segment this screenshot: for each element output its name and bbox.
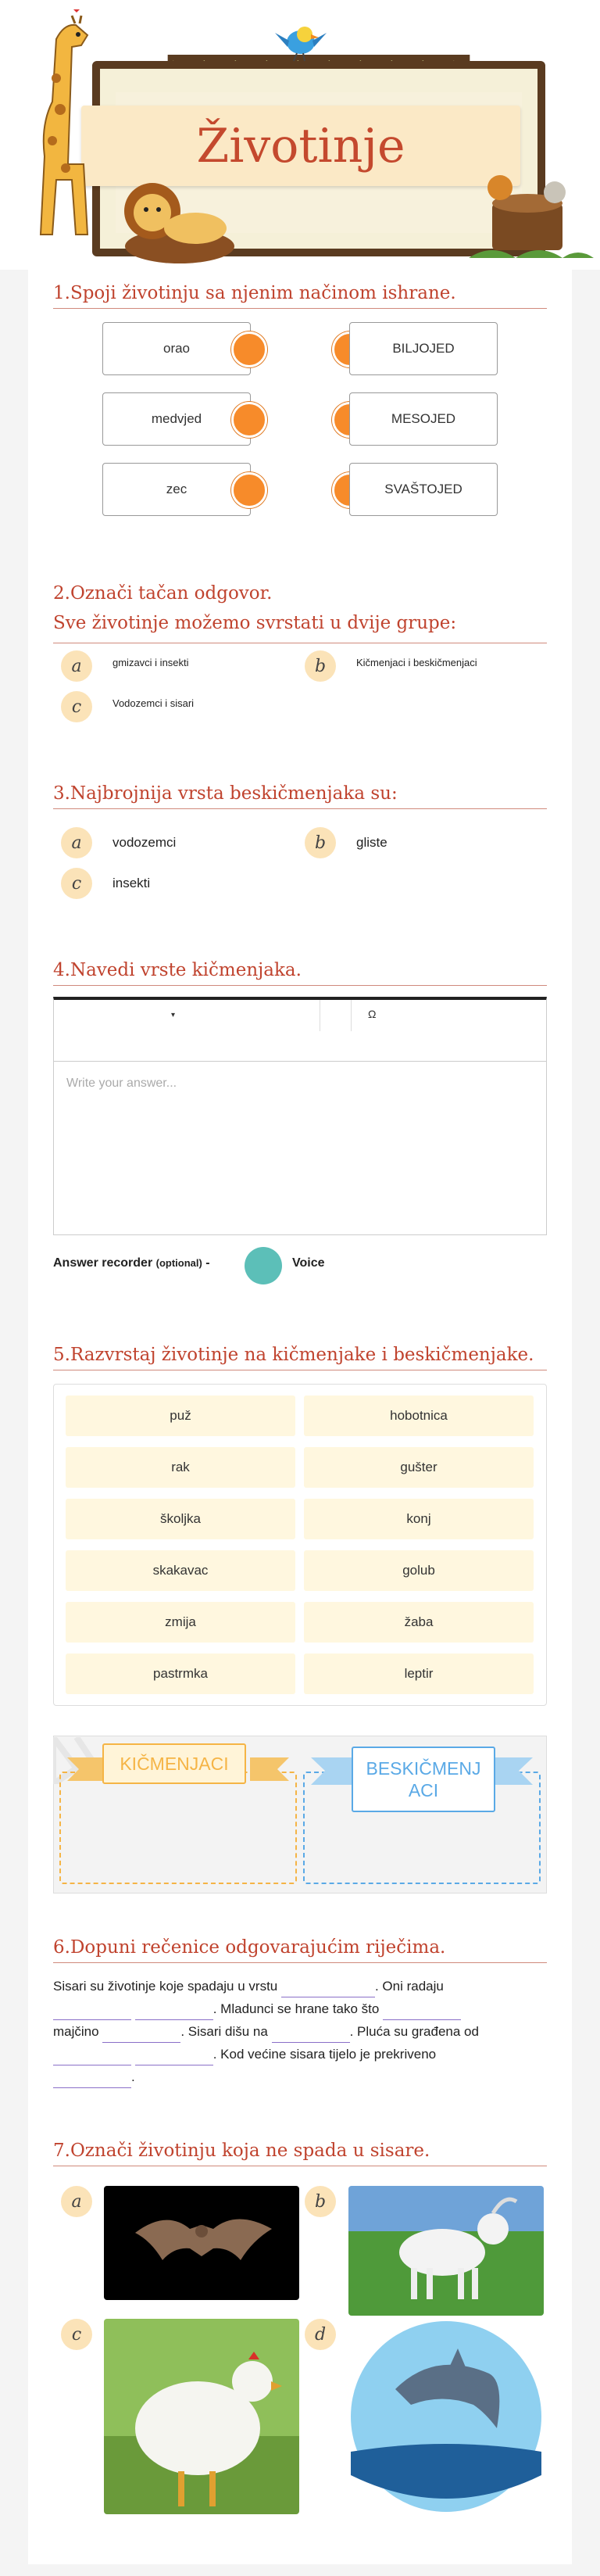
match-dot[interactable] (231, 472, 267, 508)
sort-item[interactable]: konj (304, 1499, 534, 1539)
option-b-text[interactable]: gliste (356, 835, 388, 850)
sort-item[interactable]: leptir (304, 1653, 534, 1694)
match-left-item[interactable]: orao (102, 322, 251, 375)
option-b-badge[interactable]: b (305, 650, 336, 682)
option-b-badge[interactable]: b (305, 827, 336, 858)
bird-illustration (273, 17, 328, 64)
sort-item[interactable]: žaba (304, 1602, 534, 1643)
match-right-item[interactable]: MESOJED (349, 392, 498, 446)
option-c-badge[interactable]: c (61, 691, 92, 722)
blank-input[interactable] (383, 2008, 461, 2020)
sort-item[interactable]: zmija (66, 1602, 295, 1643)
sort-item[interactable]: školjka (66, 1499, 295, 1539)
blank-input[interactable] (53, 2008, 131, 2020)
option-a-text[interactable]: vodozemci (112, 835, 177, 850)
bat-image[interactable] (104, 2186, 299, 2300)
question-2-title: 2.Označi tačan odgovor. Sve životinje možemo svrstati u dvije grupe: (53, 579, 547, 643)
sort-item[interactable]: rak (66, 1447, 295, 1488)
voice-record-button[interactable] (245, 1247, 282, 1284)
invertebrates-label: BESKIČMENJ ACI (352, 1747, 495, 1812)
option-c-badge[interactable]: c (61, 868, 92, 899)
blank-input[interactable] (135, 2054, 213, 2065)
header-banner (0, 0, 600, 270)
question-4-title: 4.Navedi vrste kičmenjaka. (53, 960, 547, 986)
option-c-text[interactable]: insekti (112, 876, 151, 890)
match-left-item[interactable]: medvjed (102, 392, 251, 446)
blank-input[interactable] (53, 2054, 131, 2065)
question-3-title: 3.Najbrojnija vrsta beskičmenjaka su: (53, 783, 547, 809)
fill-in-paragraph: Sisari su životinje koje spadaju u vrstu . Oni radaju . Mladunci se hrane tako što majčino . Sisari dišu na . Pluća su građena od . Kod većine sisara tijelo je prekriveno . (53, 1975, 547, 2088)
option-a-badge[interactable]: a (61, 827, 92, 858)
invertebrates-ribbon (303, 1750, 541, 1800)
question-7-title: 7.Označi životinju koja ne spada u sisare. (53, 2141, 547, 2166)
blank-input[interactable] (281, 1986, 375, 1997)
tree-stump-illustration (469, 172, 594, 266)
hen-image[interactable] (104, 2319, 299, 2514)
vertebrates-ribbon (59, 1750, 297, 1781)
question-1-title: 1.Spoji životinju sa njenim načinom ishrane. (53, 283, 547, 309)
answer-editor[interactable] (53, 997, 547, 1235)
blank-input[interactable] (272, 2031, 350, 2043)
sort-item[interactable]: hobotnica (304, 1395, 534, 1436)
dropdown-caret-icon[interactable]: ▾ (171, 1011, 176, 1019)
match-dot[interactable] (231, 331, 267, 367)
option-b-badge[interactable]: b (305, 2186, 336, 2217)
option-c-text[interactable]: Vodozemci i sisari (112, 697, 195, 709)
blank-input[interactable] (135, 2008, 213, 2020)
vertebrates-label: KIČMENJACI (102, 1743, 246, 1784)
editor-toolbar (54, 1000, 546, 1062)
special-character-icon[interactable]: Ω (368, 1008, 377, 1020)
option-a-badge[interactable]: a (61, 650, 92, 682)
dolphin-image[interactable] (348, 2319, 544, 2514)
voice-label: Voice (292, 1256, 325, 1270)
answer-recorder-label: Answer recorder (optional) - (53, 1256, 210, 1270)
option-d-badge[interactable]: d (305, 2319, 336, 2350)
option-c-badge[interactable]: c (61, 2319, 92, 2350)
match-dot[interactable] (231, 402, 267, 438)
option-b-text[interactable]: Kičmenjaci i beskičmenjaci (356, 657, 477, 668)
blank-input[interactable] (53, 2076, 131, 2088)
sort-item[interactable]: gušter (304, 1447, 534, 1488)
question-6-title: 6.Dopuni rečenice odgovarajućim riječima. (53, 1937, 547, 1963)
match-right-item[interactable]: BILJOJED (349, 322, 498, 375)
blank-input[interactable] (102, 2031, 180, 2043)
match-left-item[interactable]: zec (102, 463, 251, 516)
drop-zone-vertebrates[interactable] (59, 1772, 297, 1884)
answer-placeholder[interactable]: Write your answer... (66, 1077, 177, 1090)
lion-illustration (109, 172, 242, 266)
page-title: Životinje (196, 118, 405, 174)
sort-item[interactable]: golub (304, 1550, 534, 1591)
sort-item[interactable]: puž (66, 1395, 295, 1436)
match-right-item[interactable]: SVAŠTOJED (349, 463, 498, 516)
option-a-badge[interactable]: a (61, 2186, 92, 2217)
sort-item[interactable]: pastrmka (66, 1653, 295, 1694)
option-a-text[interactable]: gmizavci i insekti (112, 657, 189, 668)
question-5-title: 5.Razvrstaj životinje na kičmenjake i beskičmenjake. (53, 1345, 547, 1370)
sort-item[interactable]: skakavac (66, 1550, 295, 1591)
goat-image[interactable] (348, 2186, 544, 2316)
